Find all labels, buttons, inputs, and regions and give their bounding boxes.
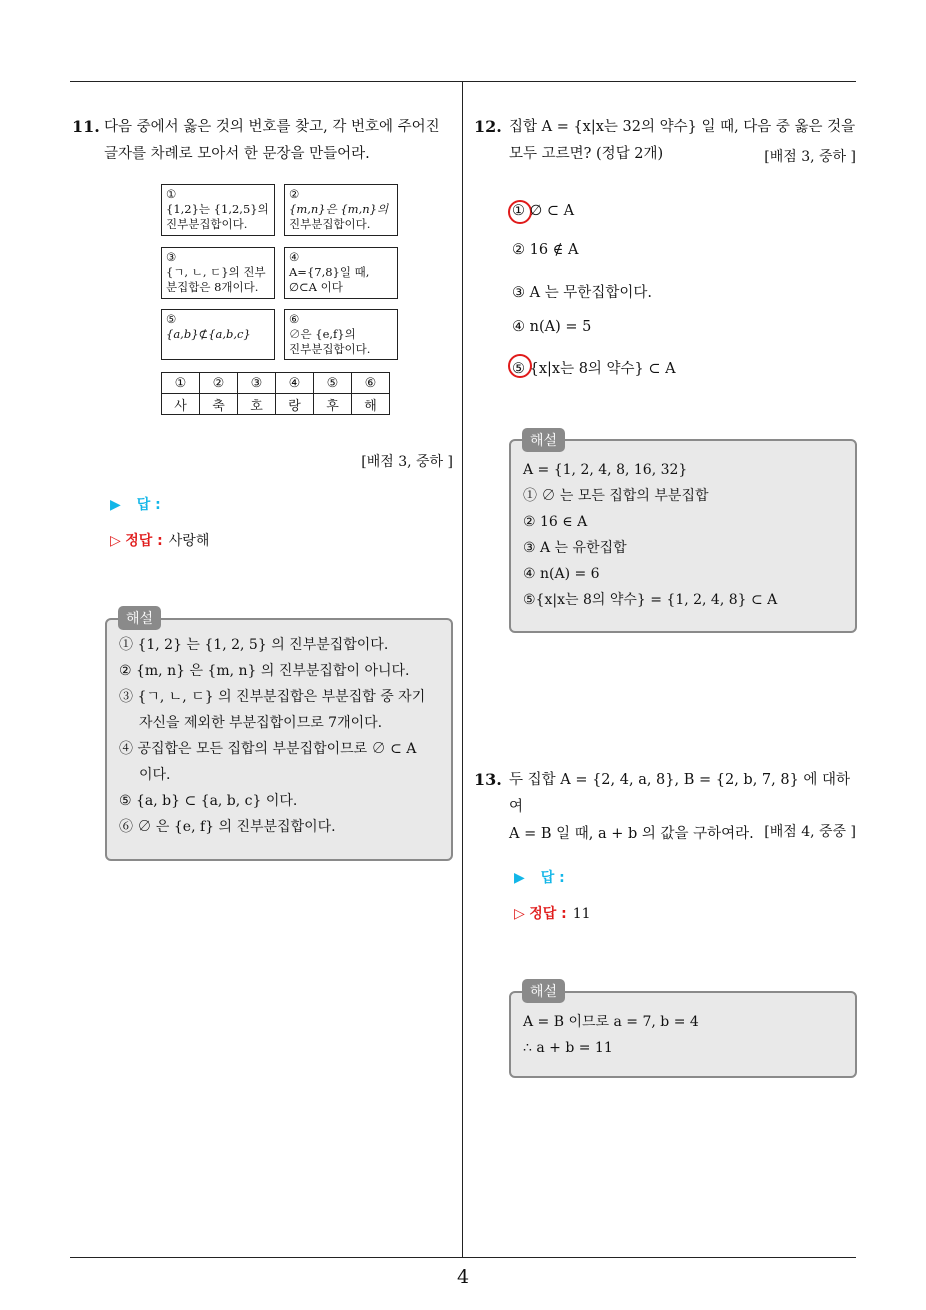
outline-triangle-icon: ▷: [514, 906, 525, 922]
column-divider: [462, 81, 463, 1258]
q11-text: [104, 114, 460, 168]
q11-box-4: [284, 247, 398, 299]
box-line: 진부분집합이다.: [289, 342, 371, 356]
q11-number: 11.: [72, 117, 100, 136]
correct-label: 정답 :: [529, 906, 567, 922]
expl-line: A = {1, 2, 4, 8, 16, 32}: [523, 462, 688, 478]
table-cell: ⑤: [314, 373, 352, 394]
expl-line: ⑤ {a, b} ⊂ {a, b, c} 이다.: [119, 793, 298, 809]
q11-box-3: [161, 247, 275, 299]
table-cell: 랑: [276, 394, 314, 415]
q11-text-line2: 글자를 차례로 모아서 한 문장을 만들어라.: [104, 146, 370, 162]
correct-label: 정답 :: [125, 533, 163, 549]
q11-answer-row: [110, 494, 161, 514]
q11-box-5: [161, 309, 275, 360]
table-cell: 축: [200, 394, 238, 415]
expl-line: 이다.: [139, 767, 171, 783]
box-number: ⑤: [166, 312, 177, 326]
q12-option-4: ④ n(A) = 5: [512, 319, 592, 335]
q11-correct-row: [110, 530, 209, 550]
expl-line: ① ∅ 는 모든 집합의 부분집합: [523, 488, 709, 504]
q11-box-1: [161, 184, 275, 236]
box-line: {1,2}는 {1,2,5}의: [166, 202, 269, 216]
top-rule: [70, 81, 856, 82]
q12-number: 12.: [474, 117, 502, 136]
box-line: ∅⊂A 이다: [289, 280, 343, 294]
answer-label: 답 :: [540, 870, 565, 886]
q13-answer-row: [514, 867, 565, 887]
q13-score-meta: [배점 4, 중중 ]: [764, 824, 856, 840]
q13-explanation-box: [509, 991, 857, 1078]
table-row: [162, 394, 390, 415]
box-line: 진부분집합이다.: [289, 217, 371, 231]
q11-explanation-tab: 해설: [118, 606, 161, 630]
table-cell: 후: [314, 394, 352, 415]
table-cell: ④: [276, 373, 314, 394]
q11-score-meta: [배점 3, 중하 ]: [361, 454, 453, 470]
q13-text-line2: A = B 일 때, a + b 의 값을 구하여라.: [509, 826, 754, 842]
table-cell: ③: [238, 373, 276, 394]
q12-option-1: ① ∅ ⊂ A: [512, 203, 575, 219]
q11-statement-boxes: [161, 184, 399, 360]
outline-triangle-icon: ▷: [110, 533, 121, 549]
q13-correct-row: [514, 903, 591, 923]
q12-score-meta: [배점 3, 중하 ]: [764, 149, 856, 165]
answer-label: 답 :: [136, 497, 161, 513]
table-cell: ①: [162, 373, 200, 394]
q11-text-line1: 다음 중에서 옳은 것의 번호를 찾고, 각 번호에 주어진: [104, 119, 440, 135]
expl-line: ⑤{x|x는 8의 약수} = {1, 2, 4, 8} ⊂ A: [523, 592, 778, 608]
box-number: ①: [166, 187, 177, 201]
expl-line: ② 16 ∈ A: [523, 514, 588, 530]
table-cell: 사: [162, 394, 200, 415]
box-number: ②: [289, 187, 300, 201]
expl-line: ④ 공집합은 모든 집합의 부분집합이므로 ∅ ⊂ A: [119, 741, 417, 757]
expl-line: 자신을 제외한 부분집합이므로 7개이다.: [139, 715, 383, 731]
correct-value: 11: [572, 906, 591, 922]
q11-answer-table: [161, 372, 390, 415]
table-cell: ⑥: [352, 373, 390, 394]
q12-text-line2: 모두 고르면? (정답 2개): [509, 146, 664, 162]
table-cell: ②: [200, 373, 238, 394]
expl-line: ② {m, n} 은 {m, n} 의 진부분집합이 아니다.: [119, 663, 410, 679]
page-number: 4: [456, 1266, 470, 1288]
q11-explanation-box: [105, 618, 453, 861]
q12-text-line1: 집합 A = {x|x는 32의 약수} 일 때, 다음 중 옳은 것을: [509, 119, 856, 135]
table-row: [162, 373, 390, 394]
play-triangle-icon: ▶: [514, 870, 525, 886]
box-line: {m,n}은 {m,n}의: [289, 202, 389, 216]
table-cell: 해: [352, 394, 390, 415]
expl-line: ③ {ㄱ, ㄴ, ㄷ} 의 진부분집합은 부분집합 중 자기: [119, 689, 426, 705]
box-line: A={7,8}일 때,: [289, 265, 370, 279]
q12-option-2: ② 16 ∉ A: [512, 242, 579, 258]
box-line: 분집합은 8개이다.: [166, 280, 259, 294]
box-number: ④: [289, 250, 300, 264]
q13-text-line1: 두 집합 A = {2, 4, a, 8}, B = {2, b, 7, 8} 에 대하여: [509, 772, 851, 815]
q11-box-2: [284, 184, 398, 236]
expl-line: ∴ a + b = 11: [523, 1040, 613, 1056]
expl-line: ① {1, 2} 는 {1, 2, 5} 의 진부분집합이다.: [119, 637, 389, 653]
expl-line: ③ A 는 유한집합: [523, 540, 627, 556]
box-number: ③: [166, 250, 177, 264]
box-line: {a,b}⊄{a,b,c}: [166, 327, 251, 341]
q12-explanation-box: [509, 439, 857, 633]
q12-explanation-tab: 해설: [522, 428, 565, 452]
box-line: {ㄱ, ㄴ, ㄷ}의 진부: [166, 265, 266, 279]
q12-option-5: ⑤ {x|x는 8의 약수} ⊂ A: [512, 361, 676, 377]
q11-box-6: [284, 309, 398, 360]
expl-line: ④ n(A) = 6: [523, 566, 600, 582]
q13-explanation-tab: 해설: [522, 979, 565, 1003]
expl-line: A = B 이므로 a = 7, b = 4: [523, 1014, 699, 1030]
box-line: 진부분집합이다.: [166, 217, 248, 231]
bottom-rule: [70, 1257, 856, 1258]
table-cell: 호: [238, 394, 276, 415]
box-number: ⑥: [289, 312, 300, 326]
correct-value: 사랑해: [168, 533, 210, 549]
box-line: ∅은 {e,f}의: [289, 327, 356, 341]
play-triangle-icon: ▶: [110, 497, 121, 513]
q13-number: 13.: [474, 770, 502, 789]
expl-line: ⑥ ∅ 은 {e, f} 의 진부분집합이다.: [119, 819, 336, 835]
q12-option-3: ③ A 는 무한집합이다.: [512, 285, 652, 301]
